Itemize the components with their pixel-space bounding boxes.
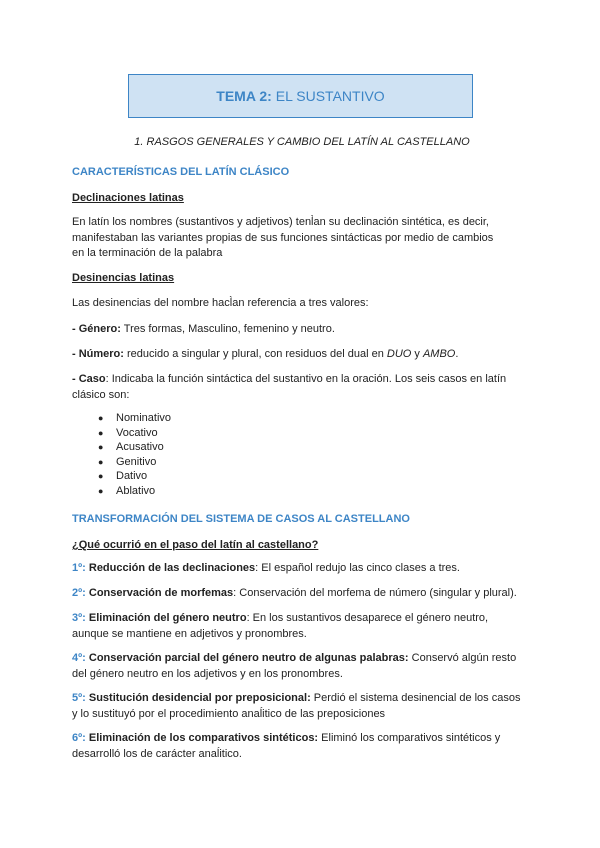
item-text-line2: desarrolló los de carácter anaĺitico. — [72, 747, 242, 760]
numero-ambo: AMBO — [422, 348, 456, 360]
item-number: 4º: — [72, 652, 86, 664]
caso-label: - Caso — [72, 373, 106, 385]
para-line: En latín los nombres (sustantivos y adjetivos) tenl̀an su declinación sintética, es decir, — [72, 216, 489, 228]
subheading-desinencias: Desinencias latinas — [72, 272, 175, 284]
paragraph-declinaciones — [72, 215, 542, 262]
item-label: Conservación de morfemas — [85, 587, 234, 599]
bullet-icon: ● — [98, 427, 104, 438]
item-3 — [72, 611, 542, 642]
item-text-line2: aunque se mantiene en adjetivos y pronombres. — [72, 627, 307, 640]
title-bold: TEMA 2: — [216, 88, 272, 104]
item-2 — [72, 586, 542, 602]
list-item: ● Genitivo — [98, 455, 157, 468]
item-4 — [72, 651, 542, 682]
list-item: ● Dativo — [98, 470, 148, 483]
bullet-icon: ● — [98, 485, 104, 496]
item-text-line2: y lo sustituyó por el procedimiento anaĺitico de las preposiciones — [72, 707, 386, 720]
bullet-icon: ● — [98, 413, 104, 423]
item-1 — [72, 561, 542, 577]
numero-duo: DUO — [386, 348, 412, 360]
bullet-icon: ● — [98, 471, 104, 482]
item-label: Reducción de las declinaciones — [85, 562, 256, 574]
item-number: 5º: — [72, 692, 86, 704]
genero-label: - Género: — [72, 323, 121, 335]
item-5 — [72, 691, 542, 722]
numero-text: reducido a singular y plural, con residuos del dual en — [123, 348, 387, 360]
numero-y: y — [411, 348, 423, 360]
numero-line — [72, 347, 542, 363]
bullet-icon: ● — [98, 442, 104, 453]
question-heading: ¿Qué ocurrió en el paso del latín al castellano? — [72, 539, 319, 551]
subheading-declinaciones: Declinaciones latinas — [72, 192, 184, 204]
item-label: Conservación parcial del género neutro de algunas palabras: — [85, 652, 409, 664]
item-label: Sustitución desidencial por preposicional: — [85, 692, 311, 704]
list-item: ● Ablativo — [98, 484, 156, 497]
item-text: : Conservación del morfema de número (singular y plural). — [233, 587, 517, 599]
genero-line — [72, 322, 542, 338]
para-line: en la terminación de la palabra — [72, 247, 223, 259]
numero-label: - Número: — [72, 348, 124, 360]
section-heading-latin: CARACTERÍSTICAS DEL LATÍN CLÁSICO — [72, 166, 290, 178]
list-item: ● Nominativo — [98, 412, 172, 424]
item-label: Eliminación del género neutro — [85, 612, 247, 624]
item-number: 6º: — [72, 732, 86, 744]
item-number: 2º: — [72, 587, 86, 599]
bullet-icon: ● — [98, 456, 104, 467]
numero-end: . — [455, 348, 459, 360]
cases-list — [98, 411, 171, 499]
title-box — [128, 74, 473, 118]
genero-text: Tres formas, Masculino, femenino y neutro. — [120, 323, 335, 335]
para-line: manifestaban las variantes propias de sus funciones sintácticas por medio de cambios — [72, 231, 494, 244]
caso-paragraph — [72, 372, 542, 403]
item-text: Conservó algún resto — [408, 652, 517, 664]
item-text: Eliminó los comparativos sintéticos y — [318, 732, 501, 744]
item-number: 1º: — [72, 562, 86, 574]
title-rest: EL SUSTANTIVO — [275, 88, 385, 104]
list-item: ● Vocativo — [98, 426, 158, 439]
paragraph-desinencias: Las desinencias del nombre hacl̀an referencia a tres valores: — [72, 297, 369, 309]
caso-line1: : Indicaba la función sintáctica del sustantivo en la oración. Los seis casos en latín — [105, 373, 507, 385]
item-6 — [72, 731, 542, 762]
item-label: Eliminación de los comparativos sintéticos: — [85, 732, 319, 744]
item-text: : El español redujo las cinco clases a tres. — [255, 562, 460, 574]
subtitle: 1. RASGOS GENERALES Y CAMBIO DEL LATÍN AL CASTELLANO — [134, 136, 470, 148]
list-item: ● Acusativo — [98, 441, 164, 454]
item-text: Perdió el sistema desinencial de los casos — [310, 692, 521, 704]
caso-line2: clásico son: — [72, 388, 130, 401]
item-text-line2: del género neutro en los adjetivos y en los pronombres. — [72, 667, 343, 680]
section-heading-transformacion: TRANSFORMACIÓN DEL SISTEMA DE CASOS AL CASTELLANO — [72, 513, 410, 525]
item-number: 3º: — [72, 612, 86, 624]
item-text: : En los sustantivos desaparece el género neutro, — [246, 612, 489, 624]
